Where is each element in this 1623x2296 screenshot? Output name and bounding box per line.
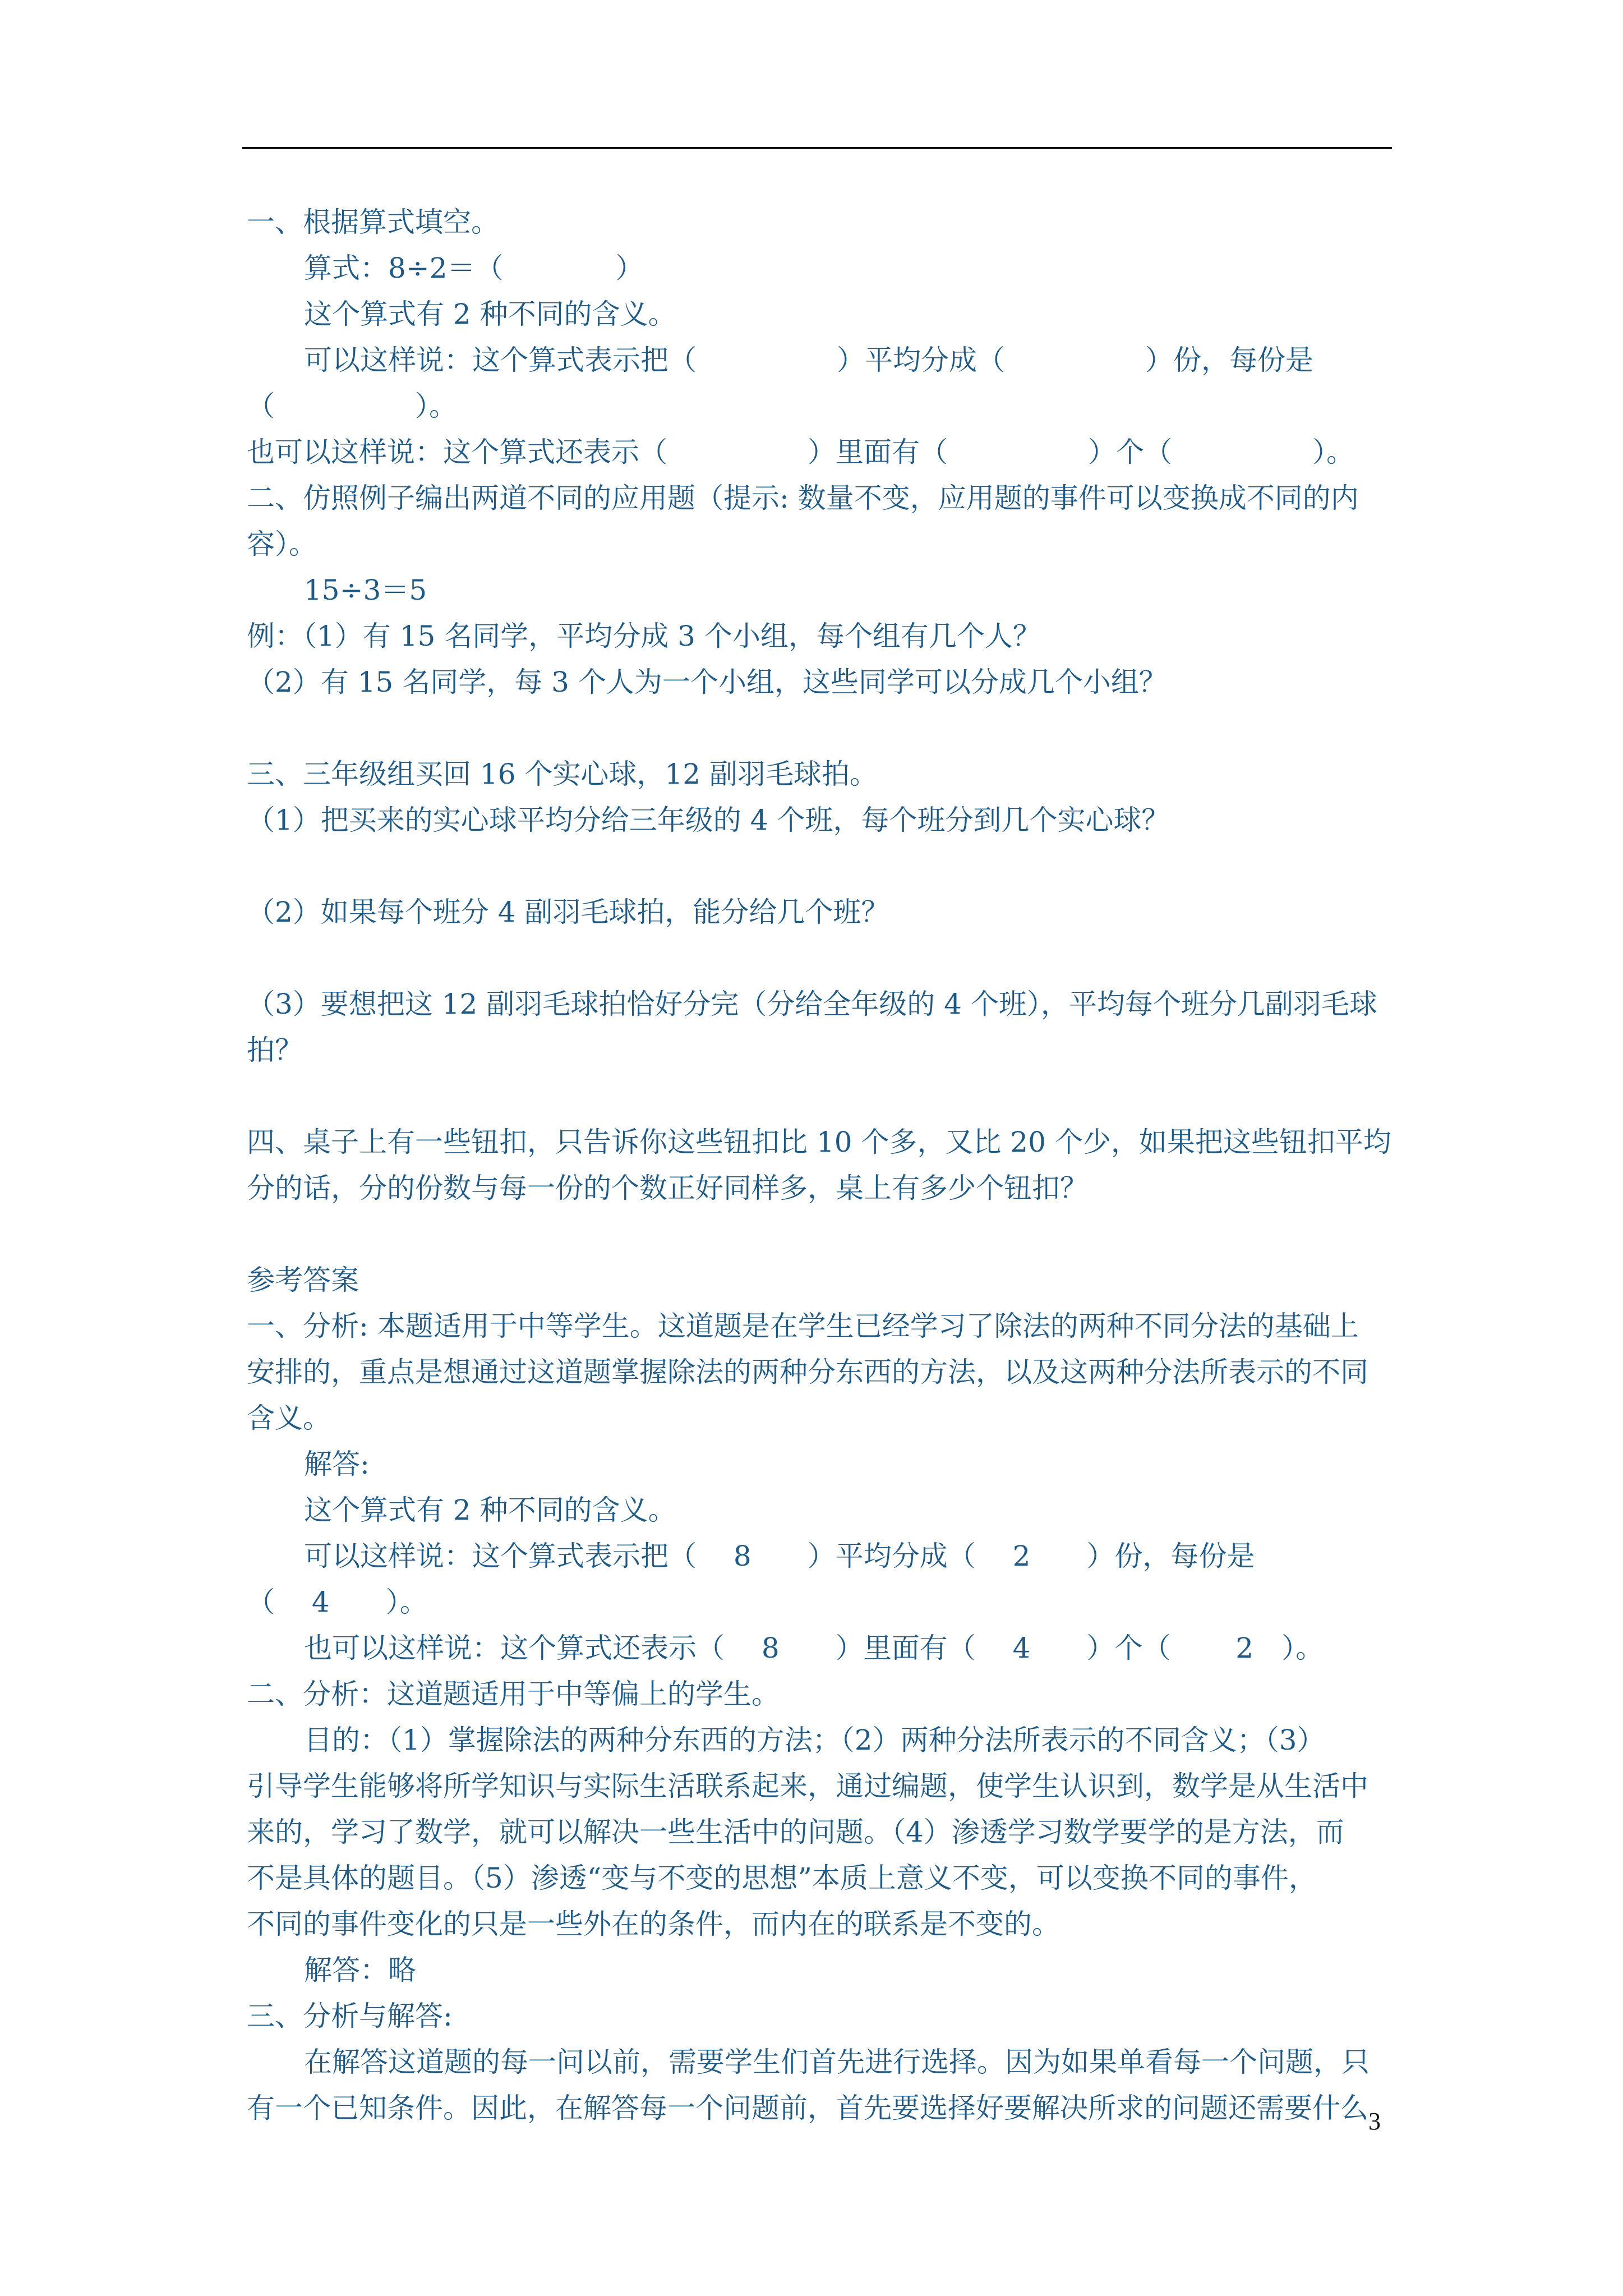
q1-say1-line2: （ ）。 xyxy=(247,390,457,422)
q2-title-line2: 容）。 xyxy=(247,528,317,560)
a2-goal-line5: 不同的事件变化的只是一些外在的条件，而内在的联系是不变的。 xyxy=(247,1908,1060,1940)
q2-formula: 15÷3＝5 xyxy=(304,574,427,606)
a1-meaning: 这个算式有 2 种不同的含义。 xyxy=(304,1494,676,1526)
spacer xyxy=(247,1211,1391,1257)
q1-say2: 也可以这样说：这个算式还表示（ ）里面有（ ）个（ ）。 xyxy=(247,436,1354,468)
a2-goal-line2: 引导学生能够将所学知识与实际生活联系起来，通过编题，使学生认识到，数学是从生活中 xyxy=(247,1770,1368,1802)
header-rule xyxy=(242,147,1392,149)
a1-solve-label: 解答: xyxy=(304,1448,370,1480)
a1-say1-line1: 可以这样说：这个算式表示把（ 8 ）平均分成（ 2 ）份，每份是 xyxy=(304,1540,1255,1572)
spacer xyxy=(247,843,1391,889)
a1-analysis-line3: 含义。 xyxy=(247,1402,331,1434)
q2-example-1: 例：（1）有 15 名同学，平均分成 3 个小组，每个组有几个人？ xyxy=(247,620,1041,652)
page-number: 3 xyxy=(1368,2108,1381,2135)
a2-analysis: 二、分析：这道题适用于中等偏上的学生。 xyxy=(247,1678,780,1710)
q1-formula: 算式：8÷2＝（ ） xyxy=(304,252,644,284)
q4-line2: 分的话，分的份数与每一份的个数正好同样多，桌上有多少个钮扣？ xyxy=(247,1172,1088,1204)
q1-say1-line1: 可以这样说：这个算式表示把（ ）平均分成（ ）份，每份是 xyxy=(304,344,1313,376)
a3-title: 三、分析与解答: xyxy=(247,2000,453,2032)
a2-goal-line3: 来的，学习了数学，就可以解决一些生活中的问题。（4）渗透学习数学要学的是方法，而 xyxy=(247,1816,1344,1848)
a2-goal-line1: 目的：（1）掌握除法的两种分东西的方法；（2）两种分法所表示的不同含义；（3） xyxy=(304,1724,1325,1756)
q3-part-1: （1）把买来的实心球平均分给三年级的 4 个班，每个班分到几个实心球？ xyxy=(247,804,1170,836)
q2-title-line1: 二、仿照例子编出两道不同的应用题（提示: 数量不变，应用题的事件可以变换成不同的内 xyxy=(247,482,1359,514)
a1-analysis-line1: 一、分析: 本题适用于中等学生。这道题是在学生已经学习了除法的两种不同分法的基础上 xyxy=(247,1310,1359,1342)
q4-line1: 四、桌子上有一些钮扣，只告诉你这些钮扣比 10 个多，又比 20 个少，如果把这些钮扣平均 xyxy=(247,1126,1391,1158)
a1-say1-line2: （ 4 ）。 xyxy=(247,1586,428,1618)
q2-example-2: （2）有 15 名同学，每 3 个人为一个小组，这些同学可以分成几个小组？ xyxy=(247,666,1167,698)
document-body xyxy=(247,199,1391,2131)
spacer xyxy=(247,935,1391,981)
q3-title: 三、三年级组买回 16 个实心球，12 副羽毛球拍。 xyxy=(247,758,878,790)
spacer xyxy=(247,1073,1391,1119)
a2-goal-line4: 不是具体的题目。（5）渗透“变与不变的思想”本质上意义不变，可以变换不同的事件， xyxy=(247,1862,1317,1894)
q3-part-2: （2）如果每个班分 4 副羽毛球拍，能分给几个班？ xyxy=(247,896,889,928)
a2-solve: 解答：略 xyxy=(304,1954,416,1986)
q3-part-3-line2: 拍？ xyxy=(247,1034,303,1066)
q3-part-3-line1: （3）要想把这 12 副羽毛球拍恰好分完（分给全年级的 4 个班），平均每个班分几副羽毛球 xyxy=(247,988,1377,1020)
a1-say2: 也可以这样说：这个算式还表示（ 8 ）里面有（ 4 ）个（ 2 ）。 xyxy=(304,1632,1324,1664)
q1-meaning: 这个算式有 2 种不同的含义。 xyxy=(304,298,676,330)
a1-analysis-line2: 安排的，重点是想通过这道题掌握除法的两种分东西的方法，以及这两种分法所表示的不同 xyxy=(247,1356,1368,1388)
q1-title: 一、根据算式填空。 xyxy=(247,206,499,238)
answers-title: 参考答案 xyxy=(247,1264,359,1296)
a3-paragraph-line1: 在解答这道题的每一问以前，需要学生们首先进行选择。因为如果单看每一个问题，只 xyxy=(304,2046,1370,2078)
a3-paragraph-line2: 有一个已知条件。因此，在解答每一个问题前，首先要选择好要解决所求的问题还需要什么 xyxy=(247,2092,1368,2124)
spacer xyxy=(247,705,1391,751)
